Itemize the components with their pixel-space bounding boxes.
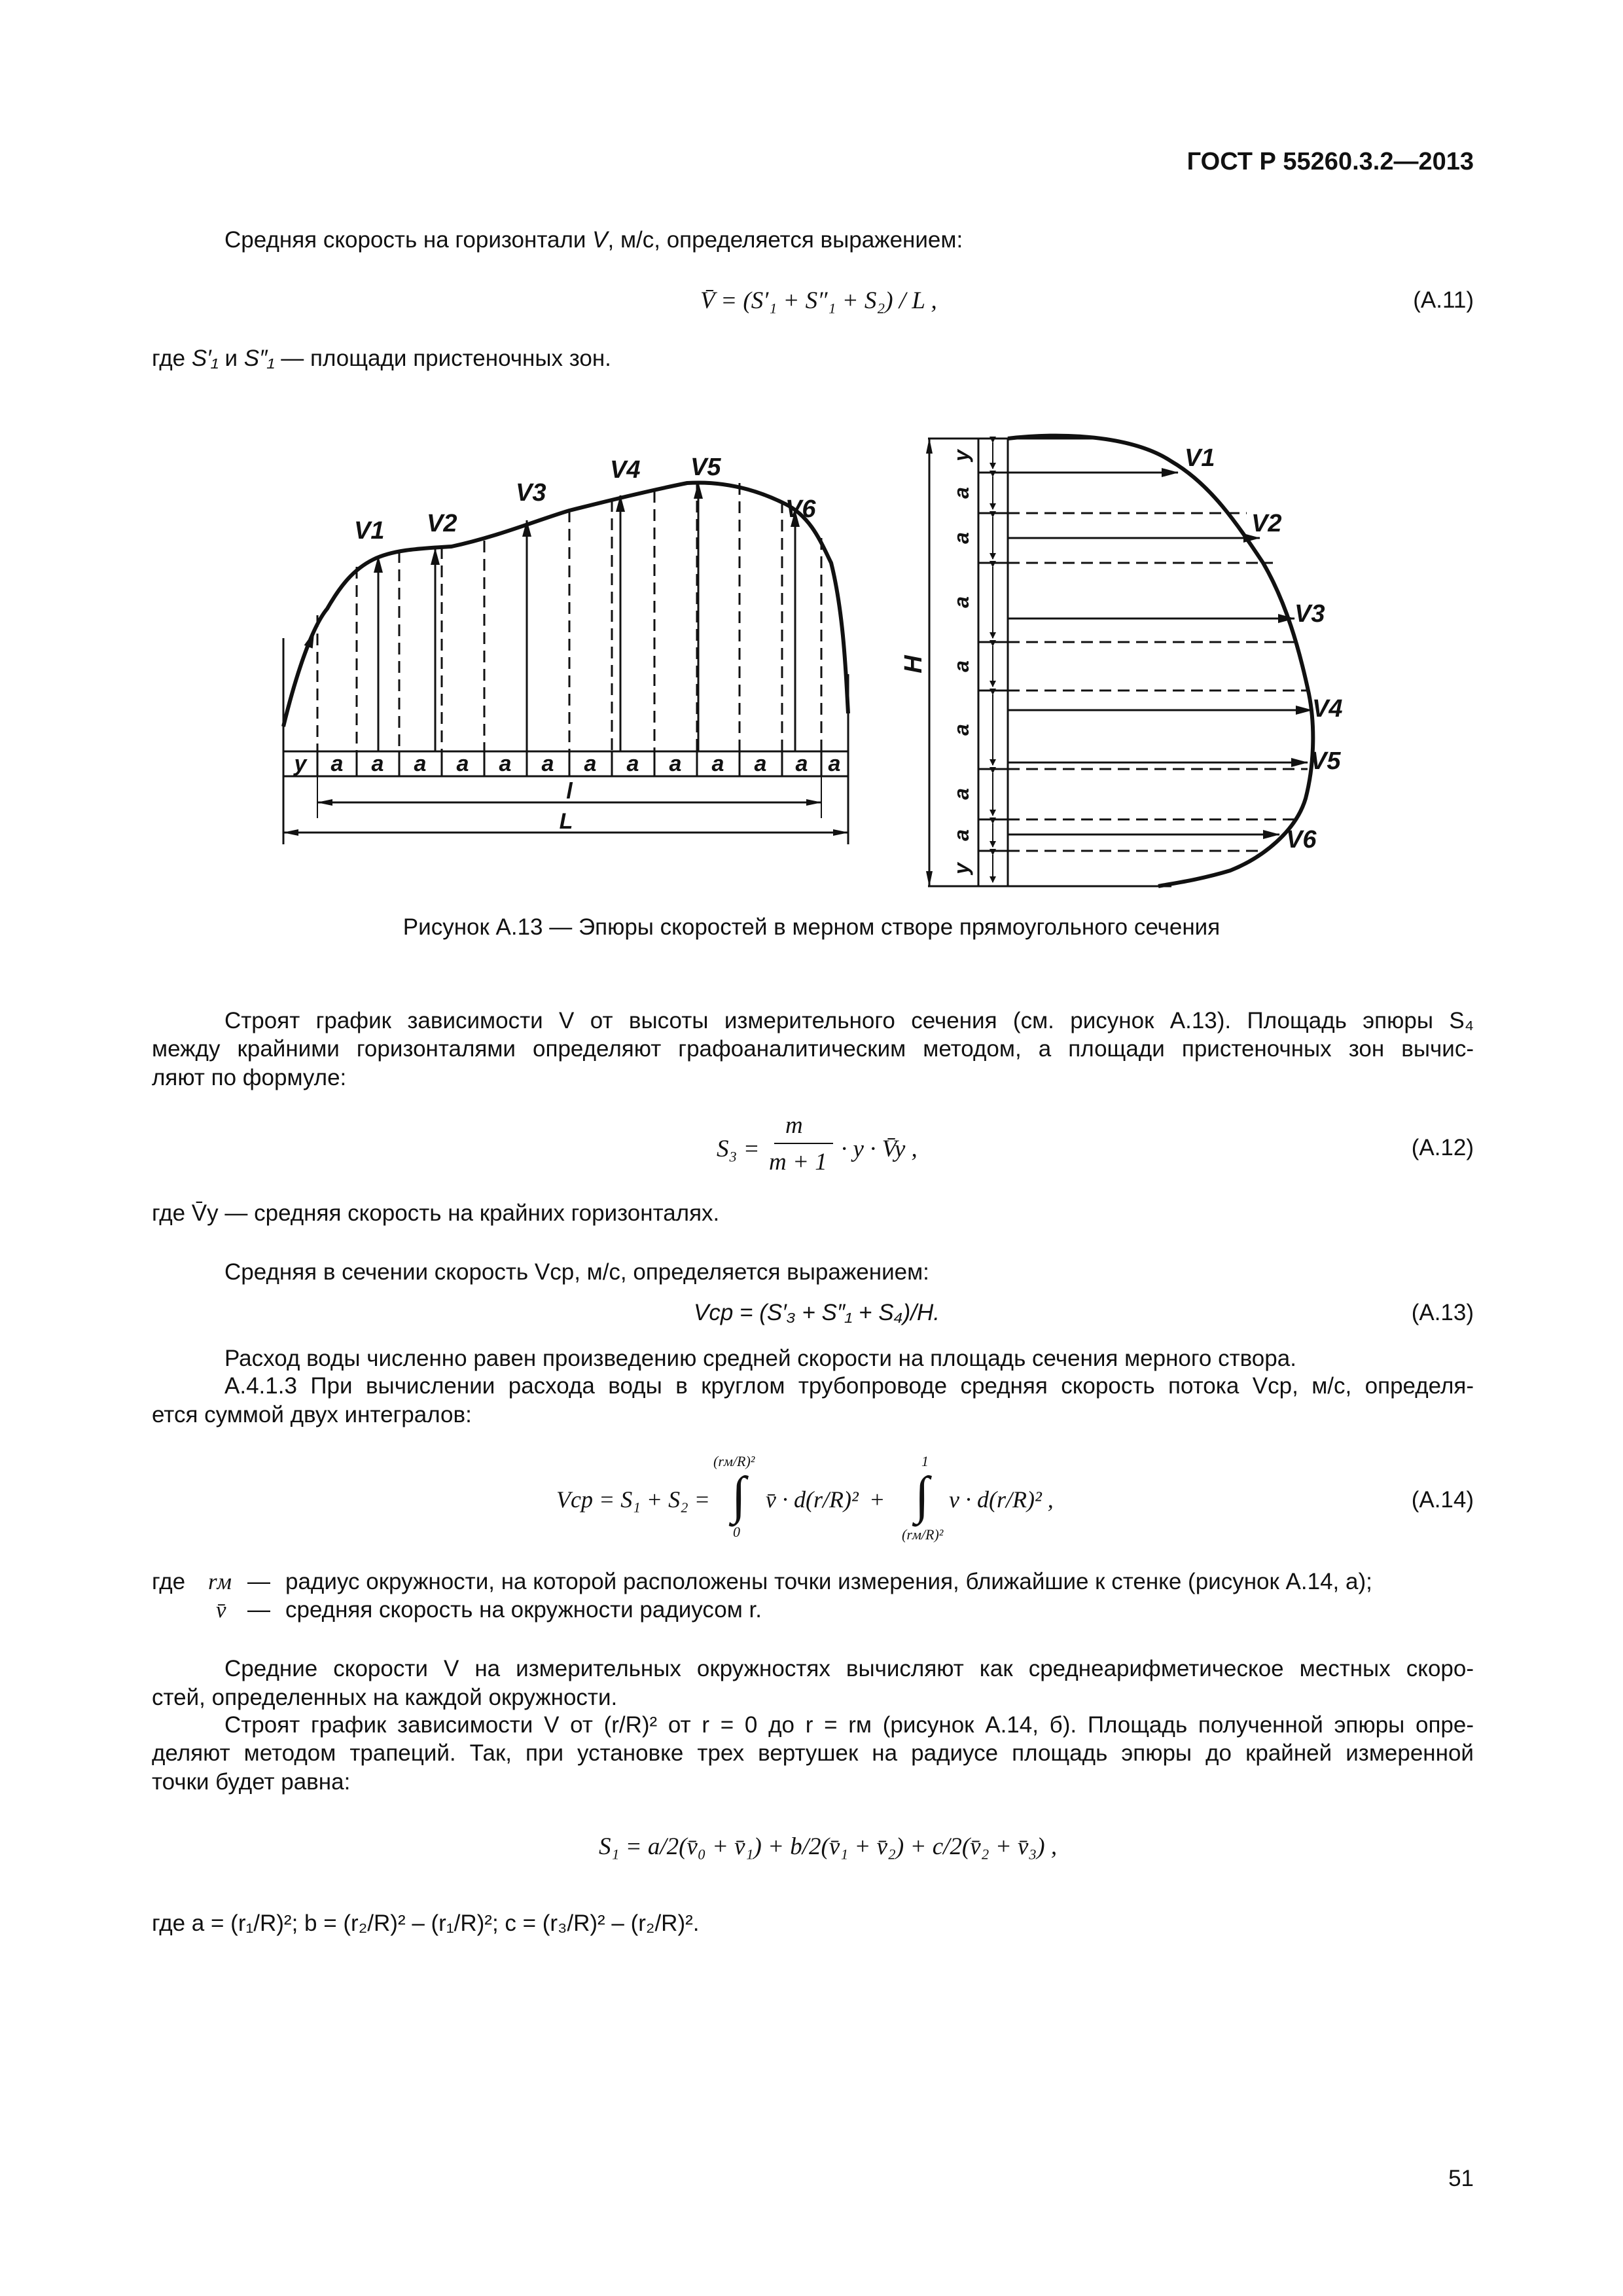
left-seg-2: a: [371, 751, 384, 776]
where-a11-desc: — площади пристеночных зон.: [274, 346, 611, 371]
right-v1-label: V1: [1185, 444, 1215, 472]
left-seg-0: y: [294, 751, 307, 776]
left-seg-5: a: [499, 751, 512, 776]
right-seg-6: a: [950, 788, 973, 800]
document-id: ГОСТ Р 55260.3.2—2013: [1186, 148, 1474, 175]
equation-a14-number: (А.14): [1411, 1487, 1474, 1513]
equation-a13-number: (А.13): [1411, 1300, 1474, 1325]
left-seg-8: a: [626, 751, 639, 776]
where-a14-desc-1: средняя скорость на окружности радиусом r.: [285, 1597, 762, 1623]
left-v4-label: V4: [610, 456, 641, 484]
left-seg-10: a: [711, 751, 724, 776]
left-v6-label: V6: [785, 495, 816, 523]
para5-line1: Средние скорости V на измерительных окружностях вычисляют как среднеарифметическое местных скоро-: [224, 1656, 1474, 1681]
right-v3-label: V3: [1294, 600, 1325, 628]
eq-a14-int2-sign: ∫: [915, 1467, 929, 1524]
eq-a14-int1-lower: 0: [733, 1524, 740, 1540]
left-seg-12: a: [795, 751, 808, 776]
para5-line4: деляют методом трапеций. Так, при установке трех вертушек на радиусе площадь эпюры до крайней измеренной: [152, 1740, 1474, 1766]
left-seg-7: a: [584, 751, 597, 776]
where-a12: где V̄y — средняя скорость на крайних горизонталях.: [152, 1200, 720, 1226]
para1-var: V: [592, 227, 608, 253]
equation-s1: S₁ = a/2(v̄₀ + v̄₁) + b/2(v̄₁ + v̄₂) + c/2(v̄₂ + v̄₃) ,: [599, 1833, 1058, 1860]
eq-a12-lhs: S₃ =: [717, 1136, 760, 1162]
right-v6-label: V6: [1286, 826, 1317, 853]
para1-text-b: , м/с, определяется выражением:: [607, 227, 963, 253]
where-a14-desc-0: радиус окружности, на которой расположены точки измерения, ближайшие к стенке (рисунок А.14, а);: [285, 1569, 1372, 1594]
right-seg-7: a: [950, 829, 973, 841]
eq-a14-int2-lower: (rм/R)²: [902, 1526, 944, 1543]
right-v2-label: V2: [1251, 510, 1282, 537]
left-segment-labels: [293, 751, 841, 834]
para3: Средняя в сечении скорость Vср, м/с, определяется выражением:: [224, 1259, 929, 1285]
eq-a14-int1-upper: (rм/R)²: [713, 1453, 755, 1469]
figure-a13-caption: Рисунок А.13 — Эпюры скоростей в мерном створе прямоугольного сечения: [402, 914, 1221, 940]
eq-a14-int2-body: v · d(r/R)² ,: [949, 1486, 1054, 1513]
para4-line1: Расход воды численно равен произведению средней скорости на площадь сечения мерного створа.: [224, 1346, 1296, 1371]
where-final: где a = (r₁/R)²; b = (r₂/R)² – (r₁/R)²; c = (r₃/R)² – (r₂/R)².: [152, 1910, 700, 1936]
eq-a14-lhs: Vср = S₁ + S₂ =: [556, 1486, 710, 1513]
equation-a11: V̄ = (S′₁ + S″₁ + S₂) / L ,: [700, 287, 937, 314]
eq-a12-fraction-bar: [774, 1143, 833, 1144]
left-v1-label: V1: [354, 517, 385, 545]
left-diagram-labels: [354, 454, 816, 545]
where-a11-and: и: [218, 346, 244, 371]
where-a14-sym-1: v̄: [216, 1597, 226, 1623]
where-a14-dash-1: —: [247, 1597, 270, 1623]
equation-a13: Vср = (S′₃ + S″₁ + S₄)/H.: [694, 1300, 940, 1325]
eq-a12-rhs: · y · V̄y ,: [841, 1136, 918, 1162]
right-seg-0: y: [950, 450, 973, 461]
left-seg-9: a: [669, 751, 682, 776]
right-v5-label: V5: [1310, 747, 1341, 775]
right-seg-4: a: [950, 660, 973, 672]
where-a11-s1pp: S″₁: [243, 346, 275, 371]
equation-a11-number: (А.11): [1413, 287, 1474, 313]
left-seg-1: a: [330, 751, 344, 776]
left-dim-l: l: [566, 779, 573, 804]
right-segment-labels: [900, 448, 973, 876]
right-seg-8: y: [950, 863, 973, 874]
eq-a14-int2-upper: 1: [921, 1453, 929, 1469]
eq-a12-num: m: [785, 1112, 803, 1139]
left-v2-label: V2: [427, 510, 457, 537]
left-dim-L: L: [559, 809, 573, 834]
where-a11-s1p: S′₁: [191, 346, 219, 371]
figure-a13: [0, 0, 1623, 929]
right-seg-1: a: [950, 487, 973, 499]
eq-a14-int1-sign: ∫: [732, 1467, 746, 1524]
left-seg-3: a: [414, 751, 427, 776]
right-diagram-labels: [1185, 444, 1342, 853]
left-seg-6: a: [541, 751, 554, 776]
where-a14-dash-0: —: [247, 1569, 270, 1594]
para4-line2: А.4.1.3 При вычислении расхода воды в круглом трубопроводе средняя скорость потока Vср, м/с, определя-: [224, 1373, 1474, 1399]
left-seg-13: a: [828, 751, 841, 776]
left-v5-label: V5: [690, 454, 721, 481]
para5-line5: точки будет равна:: [152, 1769, 351, 1795]
right-seg-2: a: [950, 532, 973, 544]
eq-a14-int1-body: v̄ · d(r/R)²: [766, 1486, 859, 1513]
para2-line2: между крайними горизонталями определяют графоаналитическим методом, а площади пристеночных зон вычис-: [152, 1036, 1474, 1062]
left-seg-4: a: [456, 751, 469, 776]
equation-a14: [556, 1453, 1080, 1551]
para5-line3: Строят график зависимости V от (r/R)² от r = 0 до r = rм (рисунок А.14, б). Площадь полученной эпюры опре-: [224, 1712, 1474, 1738]
where-a11-prefix: где: [152, 346, 192, 371]
left-v3-label: V3: [516, 479, 546, 507]
right-velocity-diagram: [928, 436, 1313, 886]
equation-a12-number: (А.12): [1411, 1135, 1474, 1160]
para1-text-a: Средняя скорость на горизонтали: [224, 227, 593, 253]
right-seg-3: a: [950, 596, 973, 608]
where-a14-label: где: [152, 1569, 186, 1594]
where-a14-sym-0: rм: [208, 1569, 232, 1594]
para2-line1: Строят график зависимости V от высоты измерительного сечения (см. рисунок А.13). Площадь эпюры S₄: [224, 1008, 1474, 1033]
eq-a14-plus: +: [869, 1486, 885, 1513]
para5-line2: стей, определенных на каждой окружности.: [152, 1685, 618, 1710]
right-dim-H: H: [900, 655, 927, 673]
right-v4-label: V4: [1312, 695, 1343, 723]
para4-line3: ется суммой двух интегралов:: [152, 1402, 472, 1427]
equation-a12: [717, 1111, 978, 1183]
para2-line3: ляют по формуле:: [152, 1065, 347, 1090]
left-seg-11: a: [754, 751, 767, 776]
right-seg-5: a: [950, 724, 973, 736]
eq-a12-den: m + 1: [769, 1149, 827, 1175]
page-number: 51: [1448, 2166, 1474, 2191]
